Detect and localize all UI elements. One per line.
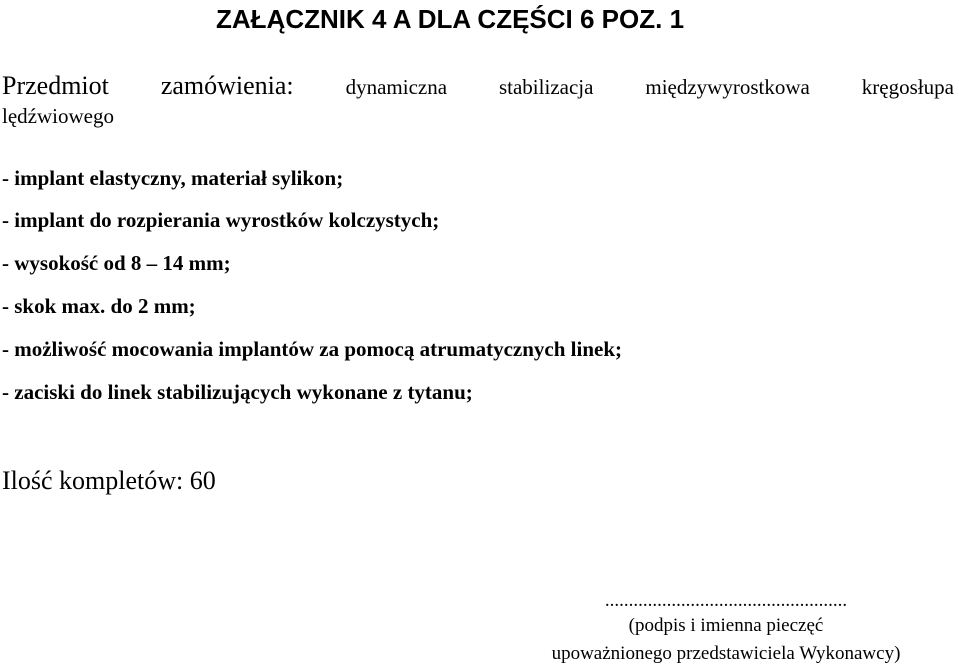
subject-description-word: międzywyrostkowa xyxy=(645,75,810,99)
subject-description-continuation: lędźwiowego xyxy=(2,104,114,128)
signature-caption-line: upoważnionego przedstawiciela Wykonawcy) xyxy=(551,643,901,664)
page-title: ZAŁĄCZNIK 4 A DLA CZĘŚCI 6 POZ. 1 xyxy=(216,4,685,34)
specification-item: - wysokość od 8 – 14 mm; xyxy=(2,251,231,275)
subject-description-word: stabilizacja xyxy=(498,75,594,99)
specification-item: - skok max. do 2 mm; xyxy=(2,294,196,318)
subject-label-word: Przedmiot xyxy=(2,71,109,100)
specification-item: - zaciski do linek stabilizujących wykonane z tytanu; xyxy=(2,380,473,404)
subject-line xyxy=(2,68,954,105)
subject-description-word: kręgosłupa xyxy=(861,75,954,99)
subject-description-word: dynamiczna xyxy=(345,75,448,99)
specification-item: - możliwość mocowania implantów za pomocą atrumatycznych linek; xyxy=(2,337,623,361)
subject-label-word: zamówienia: xyxy=(160,71,294,100)
specification-item: - implant elastyczny, materiał sylikon; xyxy=(2,166,344,190)
signature-caption-line: (podpis i imienna pieczęć xyxy=(628,615,824,636)
signature-dotted-line: ................................................... xyxy=(604,590,848,611)
quantity-line: Ilość kompletów: 60 xyxy=(2,466,216,495)
specification-item: - implant do rozpierania wyrostków kolczystych; xyxy=(2,208,440,232)
